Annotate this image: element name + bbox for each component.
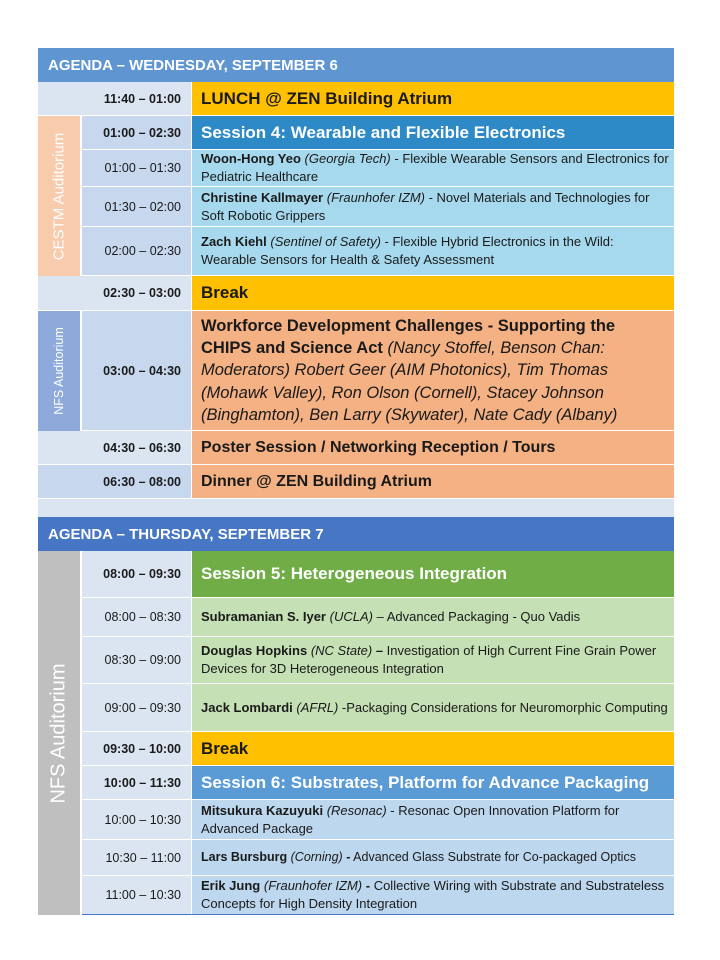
talk-title: - Resonac Open Innovation Platform for Advanced Package [201,802,620,836]
row-time: 02:00 – 02:30 [82,227,191,275]
talk-description [191,227,674,275]
agenda-row-lunch [38,82,674,116]
row-time: 02:30 – 03:00 [38,276,191,310]
row-time: 11:40 – 01:00 [38,82,191,115]
talk-description [191,637,674,683]
agenda-row-talk [82,227,674,276]
talk-description [191,187,674,226]
speaker-name: Woon-Hong Yeo [201,151,301,167]
panel-description [191,311,674,430]
speaker-name: Douglas Hopkins [201,643,308,659]
agenda-row-session-5 [82,551,674,598]
talk-description [191,800,674,839]
speaker-org: (Resonac) [326,802,387,818]
agenda-row-dinner [38,465,674,499]
agenda-row-session-4 [82,116,674,150]
section-divider [38,499,674,517]
agenda-row-talk [82,187,674,227]
agenda-row-talk [82,637,674,684]
row-time: 04:30 – 06:30 [38,431,191,464]
row-title: Poster Session / Networking Reception / Tours [191,431,674,464]
speaker-org: (Fraunhofer IZM) [326,189,425,205]
speaker-org: (NC State) [310,643,373,659]
speaker-org: (UCLA) [329,609,373,625]
speaker-name: Jack Lombardi [201,699,293,715]
separator: – [372,643,384,659]
row-time: 08:30 – 09:00 [82,637,191,683]
row-title: Session 5: Heterogeneous Integration [191,551,674,597]
agenda-row-talk [82,684,674,732]
talk-title: - Flexible Hybrid Electronics in the Wild: Wearable Sensors for Health & Safety Assessment [201,234,614,267]
row-time: 10:00 – 10:30 [82,800,191,839]
speaker-org: (Georgia Tech) [304,151,391,167]
panel-people: (Nancy Stoffel, Benson Chan: Moderators) Robert Geer (AIM Photonics), Tim Thomas (Mohawk Valley), Ron Olson (Cornell), Stacey Johnson (Binghamton), Ben Larry (Skywater), Nate Cady (Albany) [201,339,618,424]
agenda-row-poster-session [38,431,674,465]
talk-title: Investigation of High Current Fine Grain Power Devices for 3D Heterogeneous Integration [201,643,657,676]
agenda-row-session-6 [82,766,674,800]
talk-description [191,840,674,875]
speaker-org: (Sentinel of Safety) [270,234,381,250]
row-time: 08:00 – 09:30 [82,551,191,597]
row-time: 09:30 – 10:00 [82,732,191,765]
row-time: 06:30 – 08:00 [38,465,191,498]
agenda-row-workforce-panel [82,311,674,431]
speaker-org: (Corning) [290,850,343,864]
row-time: 09:00 – 09:30 [82,684,191,731]
talk-title: - Novel Materials and Technologies for Soft Robotic Grippers [201,189,650,223]
agenda-row-talk [82,150,674,187]
separator: - [362,878,371,894]
speaker-name: Christine Kallmayer [201,189,324,205]
venue-cestm-label: CESTM Auditorium [38,116,81,276]
row-title: Session 4: Wearable and Flexible Electronics [191,116,674,149]
speaker-name: Erik Jung [201,878,261,894]
row-time: 03:00 – 04:30 [82,311,191,430]
agenda-row-break [38,276,674,311]
row-time: 01:00 – 01:30 [82,150,191,186]
row-title: Session 6: Substrates, Platform for Advance Packaging [191,766,674,799]
speaker-name: Lars Bursburg [201,850,288,864]
row-title: Dinner @ ZEN Building Atrium [191,465,674,498]
wednesday-header: AGENDA – WEDNESDAY, SEPTEMBER 6 [38,48,674,82]
speaker-name: Mitsukura Kazuyuki [201,802,324,818]
talk-description [191,150,674,186]
talk-title: Advanced Glass Substrate for Co-packaged Optics [350,850,636,864]
talk-title: Collective Wiring with Substrate and Substrateless Concepts for High Density Integration [201,878,665,911]
row-time: 01:00 – 02:30 [82,116,191,149]
talk-title: -Packaging Considerations for Neuromorphic Computing [338,699,668,715]
speaker-name: Subramanian S. Iyer [201,609,326,625]
separator: - [342,850,351,864]
row-time: 10:00 – 11:30 [82,766,191,799]
talk-title: - Flexible Wearable Sensors and Electronics for Pediatric Healthcare [201,151,669,184]
row-time: 10:30 – 11:00 [82,840,191,875]
speaker-name: Zach Kiehl [201,234,267,250]
row-title: LUNCH @ ZEN Building Atrium [191,82,674,115]
talk-description [191,598,674,636]
agenda-row-talk [82,876,674,915]
speaker-org: (AFRL) [296,699,339,715]
speaker-org: (Fraunhofer IZM) [263,878,363,894]
agenda-row-talk [82,800,674,840]
thursday-header: AGENDA – THURSDAY, SEPTEMBER 7 [38,517,674,551]
agenda-row-talk [82,840,674,876]
talk-title: – Advanced Packaging - Quo Vadis [372,609,581,625]
row-title: Break [191,276,674,310]
venue-nfs-label: NFS Auditorium [38,551,81,915]
talk-description [191,684,674,731]
agenda-row-break [82,732,674,766]
row-time: 11:00 – 10:30 [82,876,191,914]
row-title: Break [191,732,674,765]
panel-title: Workforce Development Challenges - Supporting the CHIPS and Science Act [201,316,616,358]
row-time: 01:30 – 02:00 [82,187,191,226]
talk-description [191,876,674,914]
agenda-row-talk [82,598,674,637]
row-time: 08:00 – 08:30 [82,598,191,636]
venue-nfs-label: NFS Auditorium [38,311,81,431]
